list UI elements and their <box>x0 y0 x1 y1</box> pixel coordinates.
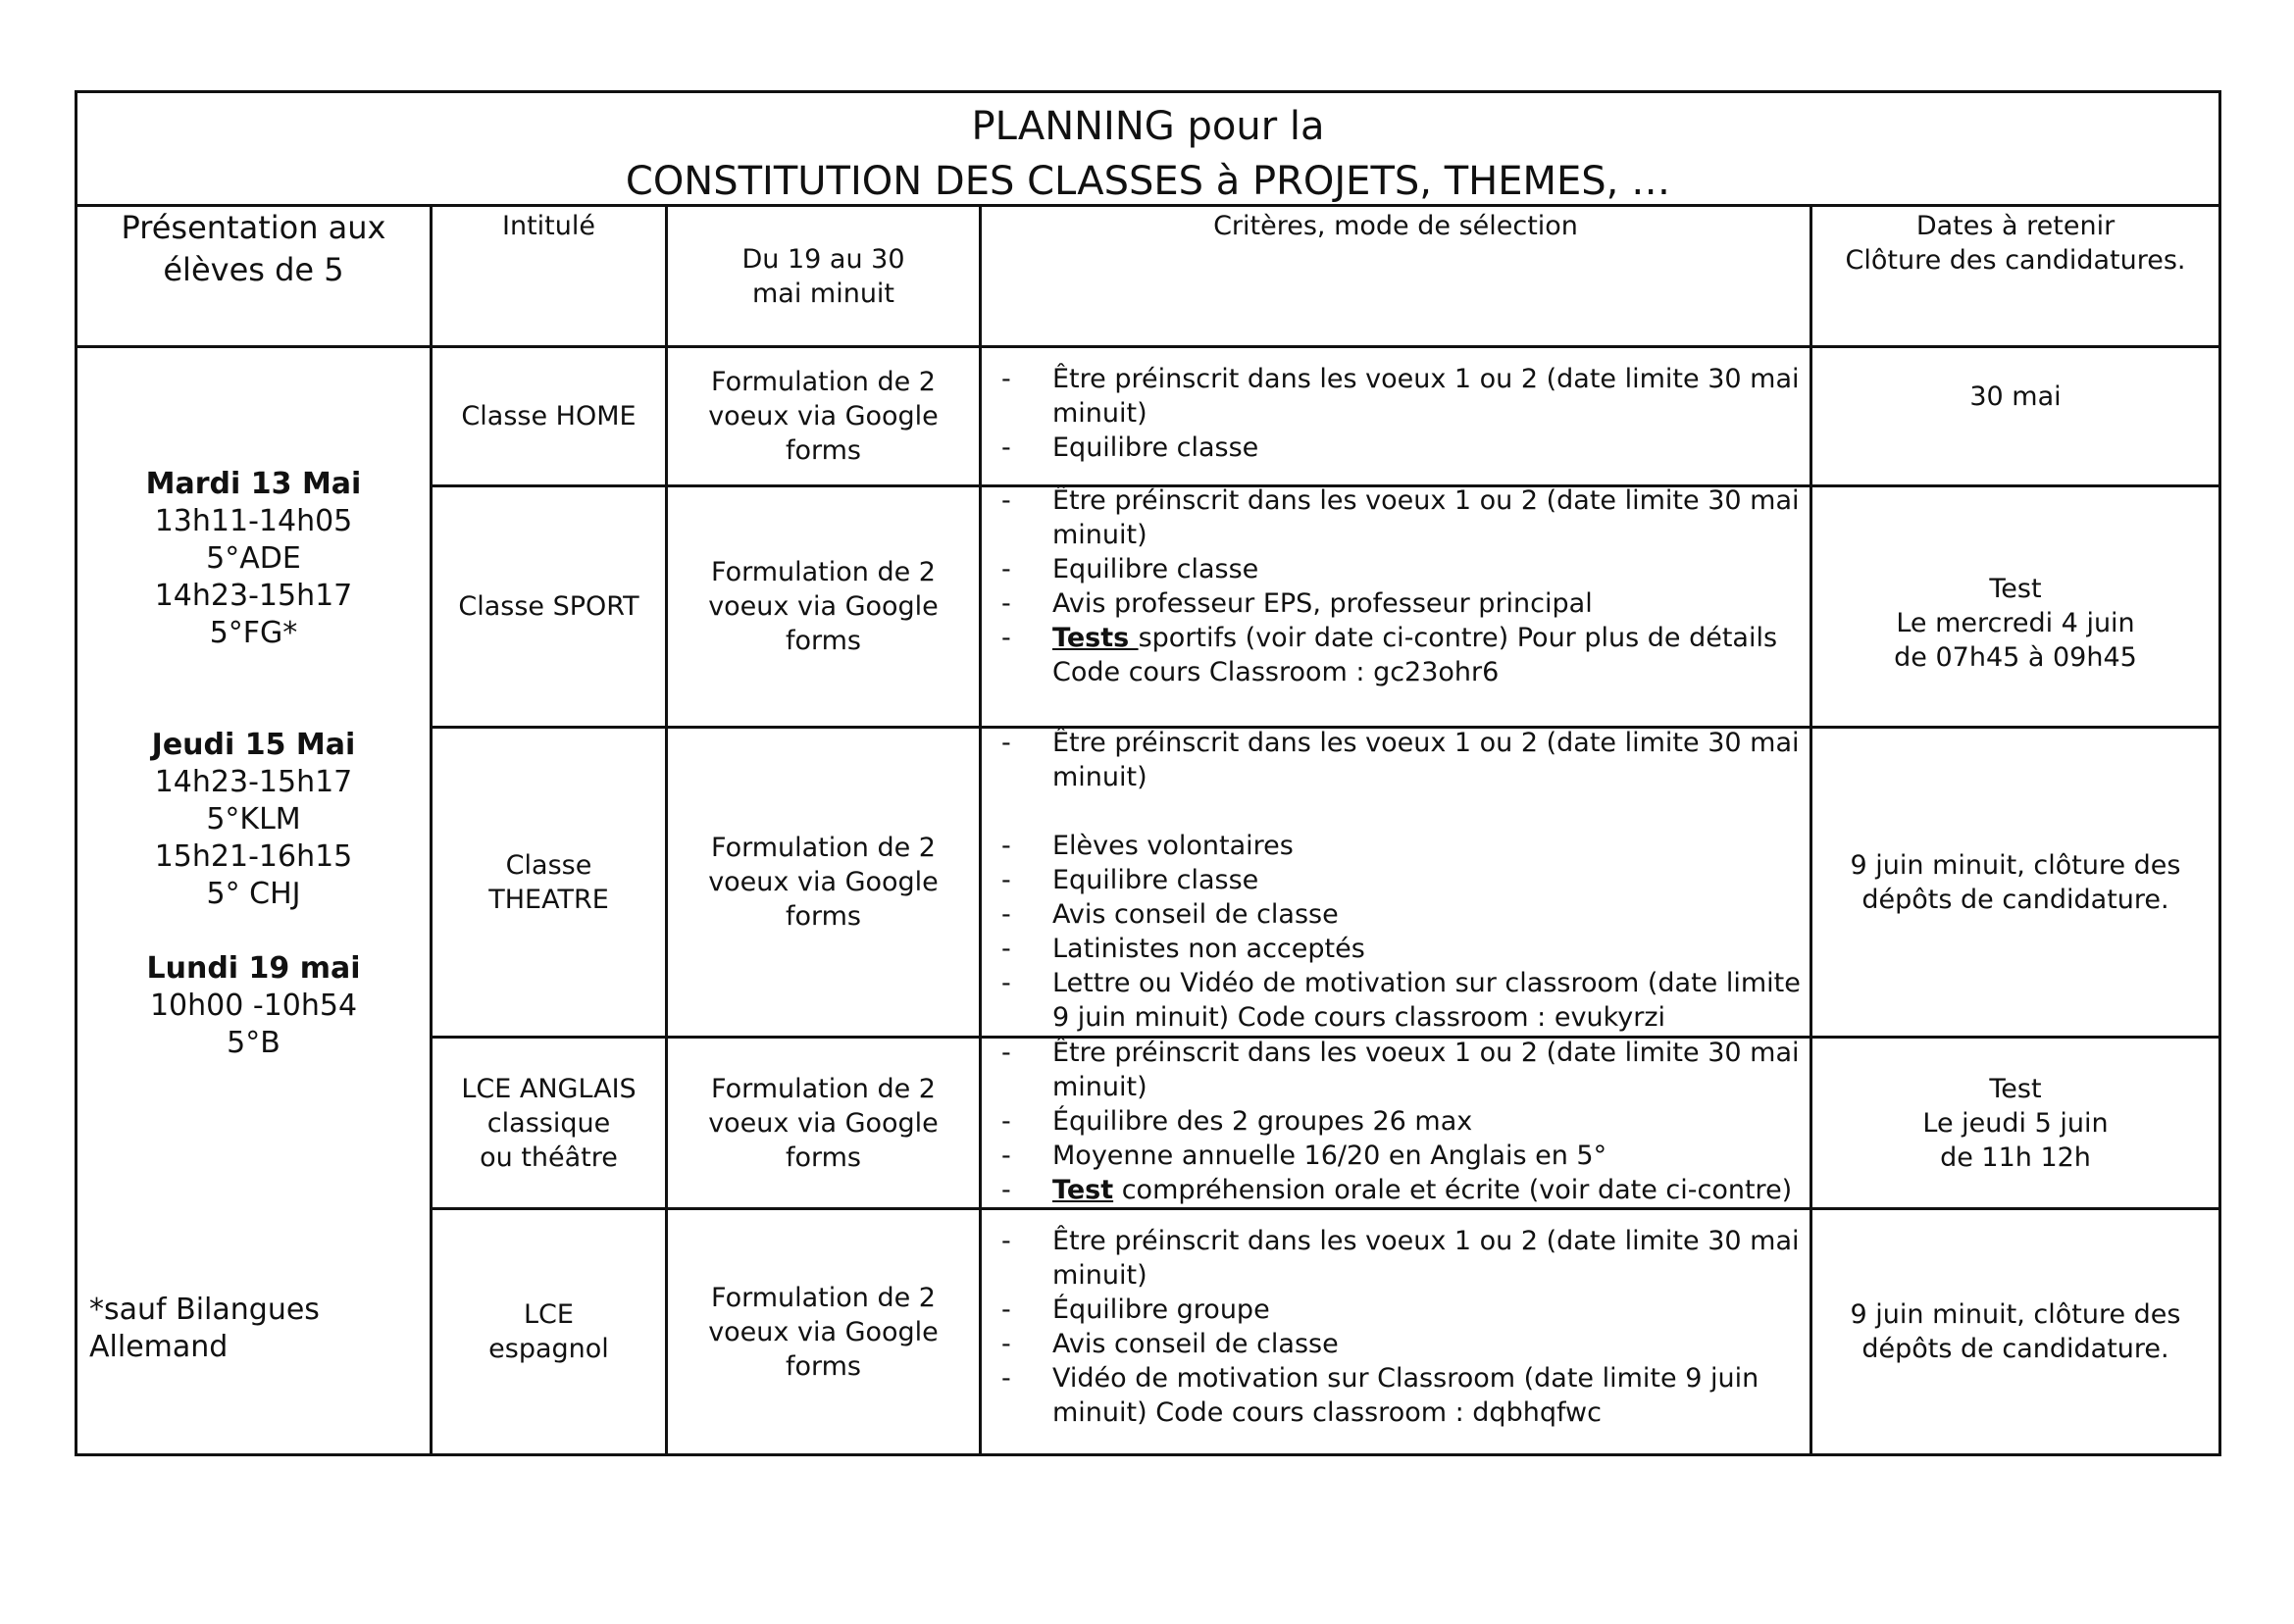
schedule-day: Jeudi 15 Mai <box>151 728 356 762</box>
row-date <box>1812 1039 2218 1207</box>
row-mode: Formulation de 2 voeux via Google forms <box>708 1073 939 1173</box>
row-title <box>433 1210 665 1453</box>
list-item <box>1001 1173 1806 1207</box>
row-criteria <box>1001 1224 1806 1430</box>
list-item: - Moyenne annuelle 16/20 en Anglais en 5° <box>1001 1139 1806 1173</box>
row-title-line: LCE <box>524 1299 574 1330</box>
schedule-line: 14h23-15h17 <box>154 765 353 799</box>
list-item <box>1001 621 1806 689</box>
list-item: - Equilibre classe <box>1001 552 1806 586</box>
schedule-day: Lundi 19 mai <box>146 951 361 986</box>
list-item: - Lettre ou Vidéo de motivation sur classroom (date limite 9 juin minuit) Code cours classroom : evukyrzi <box>1001 966 1806 1035</box>
list-item: - Être préinscrit dans les voeux 1 ou 2 (date limite 30 mai minuit) <box>1001 362 1806 431</box>
schedule-line: 10h00 -10h54 <box>149 989 358 1023</box>
list-item: - Avis conseil de classe <box>1001 897 1806 932</box>
row-date: 9 juin minuit, clôture des dépôts de candidature. <box>1850 849 2181 915</box>
date-line: Test <box>1989 574 2042 604</box>
row-date <box>1812 572 2218 675</box>
test-text: compréhension orale et écrite (voir date ci-contre) <box>1113 1175 1793 1205</box>
row-mode: Formulation de 2 voeux via Google forms <box>708 833 939 932</box>
row-title: Classe SPORT <box>458 591 639 622</box>
list-item: - Elèves volontaires <box>1001 829 1806 863</box>
row-criteria <box>1001 726 1806 1035</box>
planning-table <box>75 90 2221 1456</box>
row-title-line: LCE ANGLAIS <box>461 1073 637 1104</box>
schedule-line: 5°KLM <box>206 802 301 837</box>
list-item: - Latinistes non acceptés <box>1001 932 1806 966</box>
schedule-block <box>77 466 430 1062</box>
row-date: 30 mai <box>1969 381 2062 412</box>
schedule-line: 13h11-14h05 <box>154 504 353 538</box>
schedule-line: 15h21-16h15 <box>154 839 353 874</box>
row-title-line: classique <box>486 1107 611 1139</box>
schedule-line: 14h23-15h17 <box>154 579 353 613</box>
header-dates <box>1812 209 2218 278</box>
footnote: *sauf Bilangues Allemand <box>89 1293 320 1364</box>
date-line: Le jeudi 5 juin <box>1922 1107 2109 1139</box>
date-line: Le mercredi 4 juin <box>1896 608 2135 638</box>
divider <box>979 204 982 1453</box>
title-line-1: PLANNING pour la <box>971 104 1325 149</box>
header-period: Du 19 au 30 mai minuit <box>741 244 905 309</box>
header-criteria: Critères, mode de sélection <box>1213 211 1578 241</box>
list-item: - Être préinscrit dans les voeux 1 ou 2 (date limite 30 mai minuit) <box>1001 726 1806 794</box>
divider <box>77 345 2218 348</box>
list-item: - Être préinscrit dans les voeux 1 ou 2 (date limite 30 mai minuit) <box>1001 1224 1806 1293</box>
row-title-line: THEATRE <box>488 884 609 915</box>
schedule-line: 5° CHJ <box>206 877 301 911</box>
date-line: Test <box>1989 1073 2042 1104</box>
row-title <box>433 1039 665 1207</box>
row-mode: Formulation de 2 voeux via Google forms <box>708 367 939 466</box>
header-presentation: Présentation aux élèves de 5 <box>121 209 386 288</box>
tests-label: Tests <box>1052 623 1139 653</box>
header-dates-line1: Dates à retenir <box>1915 211 2116 241</box>
tests-text: sportifs (voir date ci-contre) Pour plus de détails Code cours Classroom : gc23ohr6 <box>1052 623 1778 687</box>
list-item: - Avis conseil de classe <box>1001 1327 1806 1361</box>
date-line: de 11h 12h <box>1940 1142 2091 1173</box>
title-line-2: CONSTITUTION DES CLASSES à PROJETS, THEMES, … <box>625 159 1671 204</box>
schedule-line: 5°FG* <box>209 616 298 650</box>
row-title-line: ou théâtre <box>480 1142 618 1173</box>
list-item: - Équilibre groupe <box>1001 1293 1806 1327</box>
row-criteria <box>1001 362 1806 465</box>
date-line: de 07h45 à 09h45 <box>1894 642 2137 673</box>
list-spacer <box>1001 794 1806 829</box>
schedule-line: 5°B <box>227 1026 280 1060</box>
row-date: 9 juin minuit, clôture des dépôts de candidature. <box>1850 1299 2181 1364</box>
list-item: - Avis professeur EPS, professeur principal <box>1001 586 1806 621</box>
list-item: - Être préinscrit dans les voeux 1 ou 2 (date limite 30 mai minuit) <box>1001 1036 1806 1104</box>
row-mode: Formulation de 2 voeux via Google forms <box>708 557 939 656</box>
row-criteria <box>1001 483 1806 689</box>
row-mode: Formulation de 2 voeux via Google forms <box>708 1282 939 1382</box>
schedule-day: Mardi 13 Mai <box>145 467 362 501</box>
row-title-line: espagnol <box>488 1334 609 1364</box>
row-title <box>433 729 665 1036</box>
row-title: Classe HOME <box>461 401 637 431</box>
test-label: Test <box>1052 1175 1114 1205</box>
list-item: - Equilibre classe <box>1001 863 1806 897</box>
header-intitule: Intitulé <box>502 211 595 241</box>
row-criteria <box>1001 1036 1806 1207</box>
list-item: - Être préinscrit dans les voeux 1 ou 2 (date limite 30 mai minuit) <box>1001 483 1806 552</box>
list-item: - Equilibre classe <box>1001 431 1806 465</box>
schedule-line: 5°ADE <box>206 541 301 576</box>
list-item: - Équilibre des 2 groupes 26 max <box>1001 1104 1806 1139</box>
row-title-line: Classe <box>505 849 592 881</box>
header-dates-line2: Clôture des candidatures. <box>1845 245 2186 276</box>
list-item: - Vidéo de motivation sur Classroom (date limite 9 juin minuit) Code cours classroom : dqbhqfwc <box>1001 1361 1806 1430</box>
